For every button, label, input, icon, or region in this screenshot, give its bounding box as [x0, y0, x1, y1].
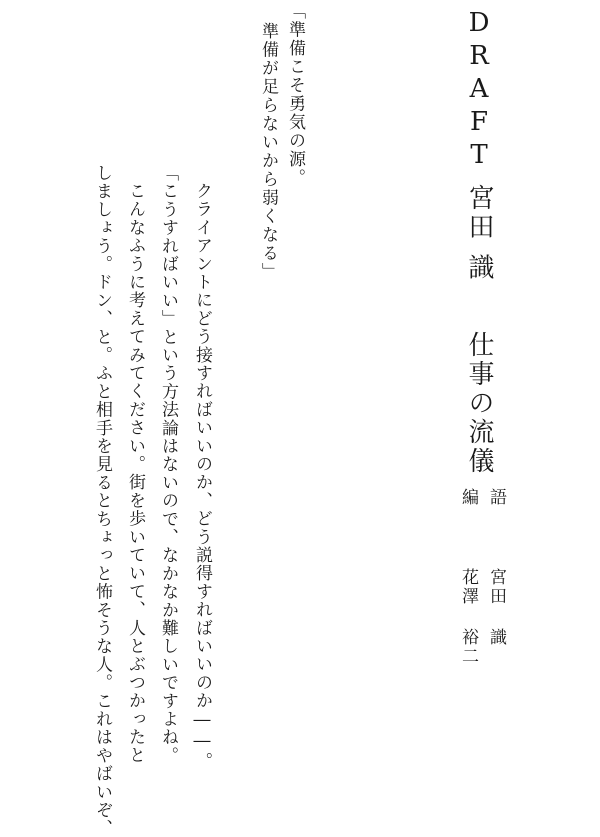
- draft-label: DRAFT: [464, 8, 494, 173]
- body-line: 「こうすればいい」という方法論はないので、なかなか難しいですよね。: [158, 164, 178, 765]
- talker-name: 宮田 識: [486, 568, 506, 647]
- author-name: 宮田 識: [464, 184, 494, 283]
- book-title: 仕事の流儀: [464, 331, 494, 477]
- quote-line-2: 準備が足らないから弱くなる」: [258, 22, 278, 281]
- quote-line-1: 「準備こそ勇気の源。: [285, 2, 305, 187]
- body-line: クライアントにどう接すればいいのか、どう説得すればいいのか――。: [192, 182, 212, 771]
- book-title-column: [466, 8, 492, 476]
- editor-name: 花澤 裕二: [458, 568, 478, 666]
- body-line: こんなふうに考えてみてください。街を歩いていて、人とぶつかったと: [125, 182, 145, 765]
- credit-talker-column: [487, 488, 504, 647]
- credit-editor-column: [459, 488, 476, 666]
- body-line: しましょう。ドン、と。ふと相手を見るとちょっと怖そうな人。これはやばいぞ、: [92, 164, 112, 837]
- talk-label: 語: [486, 488, 506, 507]
- edit-label: 編: [458, 488, 478, 507]
